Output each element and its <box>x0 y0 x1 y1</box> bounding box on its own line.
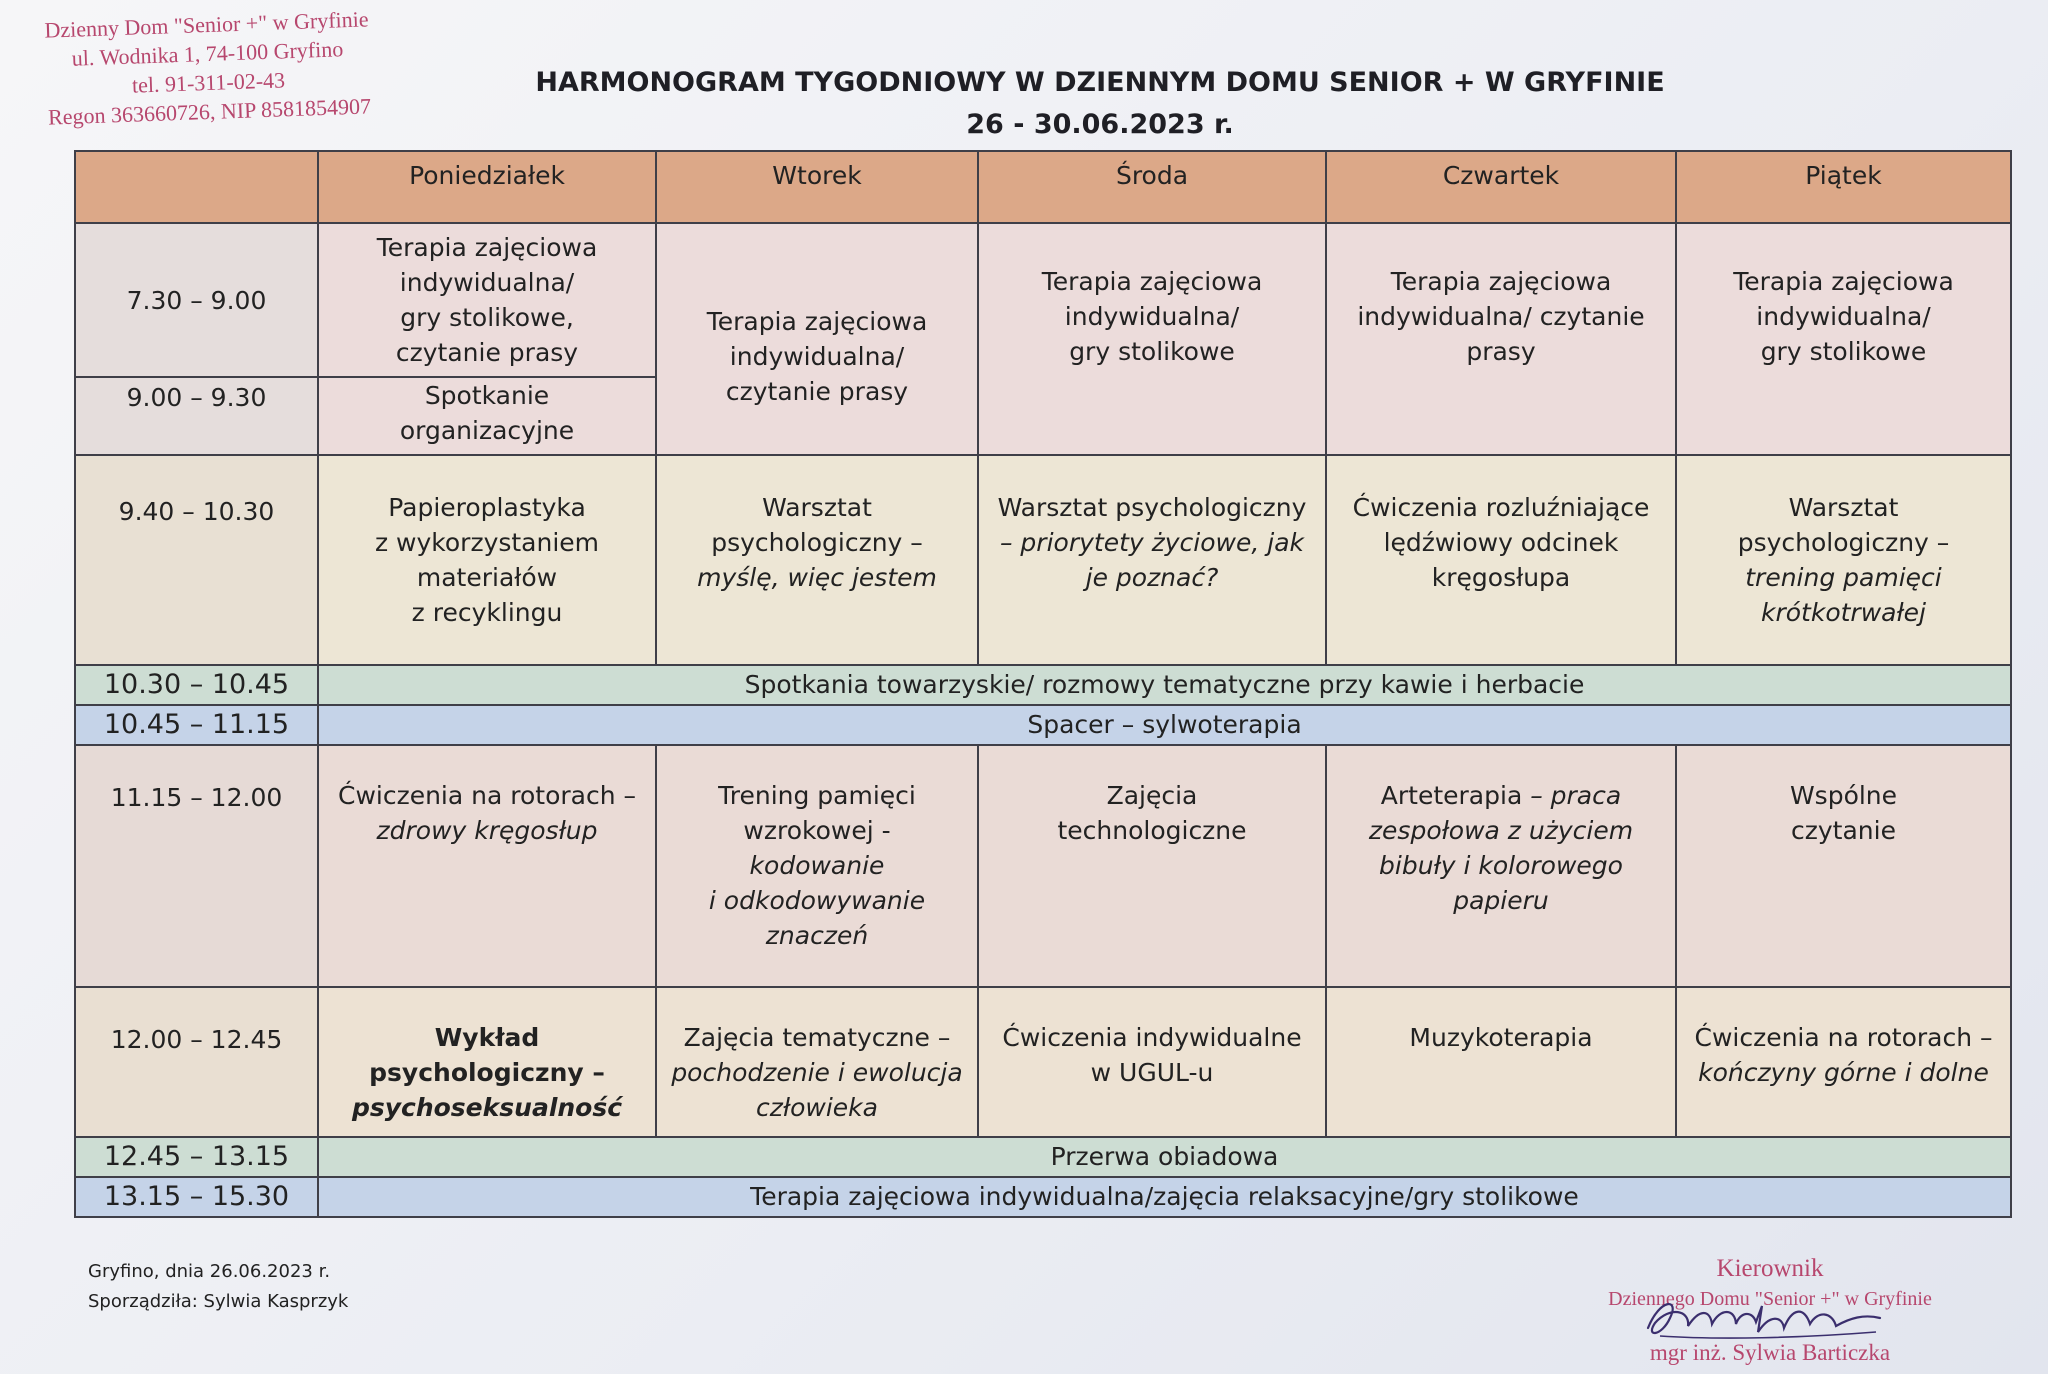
activity-cell <box>318 455 656 665</box>
cell-line: czytanie prasy <box>395 338 579 367</box>
cell-line: myślę, więc jestem <box>697 563 937 592</box>
cell-line: Warsztat <box>1788 493 1899 522</box>
header-day: Wtorek <box>656 151 978 223</box>
signature-name: mgr inż. Sylwia Barticzka <box>1649 1340 1891 1365</box>
activity-cell <box>978 745 1326 987</box>
cell-line: Warsztat psychologiczny <box>997 493 1307 522</box>
cell-line: Zajęcia tematyczne – <box>683 1023 951 1052</box>
header-day: Poniedziałek <box>318 151 656 223</box>
time-cell: 11.15 – 12.00 <box>75 745 318 987</box>
cell-text-regular: Arteterapia <box>1380 781 1523 810</box>
time-cell: 7.30 – 9.00 <box>75 223 318 377</box>
table-row <box>75 223 2011 377</box>
header-day: Środa <box>978 151 1326 223</box>
cell-line: zespołowa z użyciem <box>1368 816 1634 845</box>
activity-cell <box>1676 223 2011 455</box>
header-row <box>75 151 2011 223</box>
cell-line: psychoseksualność <box>351 1093 623 1122</box>
activity-cell <box>656 745 978 987</box>
time-cell: 10.30 – 10.45 <box>75 665 318 705</box>
activity-cell <box>1676 745 2011 987</box>
cell-line: indywidualna/ <box>399 268 575 297</box>
footer-date: Gryfino, dnia 26.06.2023 r. <box>88 1261 331 1282</box>
cell-line: w UGUL-u <box>1090 1058 1214 1087</box>
footer-left <box>88 1257 348 1317</box>
cell-line: pochodzenie i ewolucja <box>671 1058 963 1087</box>
activity-cell <box>318 223 656 377</box>
activity-cell <box>656 987 978 1137</box>
cell-line: Terapia zajęciowa <box>1733 267 1954 296</box>
activity-cell <box>318 745 656 987</box>
cell-line: prasy <box>1466 337 1536 366</box>
shared-activity-cell: Spotkania towarzyskie/ rozmowy tematyczne przy kawie i herbacie <box>318 665 2011 705</box>
header-empty-cell <box>75 151 318 223</box>
activity-cell <box>1326 745 1676 987</box>
activity-cell <box>318 377 656 455</box>
cell-line: czytanie prasy <box>725 376 909 406</box>
cell-line: lędźwiowy odcinek <box>1383 528 1619 557</box>
cell-line: Wykład <box>434 1023 540 1052</box>
time-cell: 13.15 – 15.30 <box>75 1177 318 1217</box>
cell-line: Trening pamięci <box>718 781 916 810</box>
cell-line: technologiczne <box>1057 816 1247 845</box>
cell-line: organizacyjne <box>399 416 575 445</box>
cell-line: Ćwiczenia indywidualne <box>1002 1023 1302 1052</box>
time-cell: 9.00 – 9.30 <box>75 377 318 455</box>
cell-line: kończyny górne i dolne <box>1698 1058 1989 1087</box>
cell-line: trening pamięci <box>1745 563 1942 592</box>
time-cell: 12.00 – 12.45 <box>75 987 318 1137</box>
stamp-line-4: Regon 363660726, NIP 8581854907 <box>47 93 372 130</box>
stamp-line-2: ul. Wodnika 1, 74-100 Gryfino <box>71 36 344 71</box>
cell-text-italic: – praca <box>1522 781 1622 810</box>
table-row <box>75 1137 2011 1177</box>
shared-activity-cell: Terapia zajęciowa indywidualna/zajęcia relaksacyjne/gry stolikowe <box>318 1177 2011 1217</box>
cell-line: Wspólne <box>1789 781 1898 810</box>
activity-cell <box>978 223 1326 455</box>
cell-line: Terapia zajęciowa <box>1390 267 1612 296</box>
cell-line: Warsztat <box>762 493 872 522</box>
schedule-table <box>74 150 2012 1218</box>
cell-line: indywidualna/ <box>729 341 905 371</box>
cell-line: czytanie <box>1791 816 1896 845</box>
cell-line: Muzykoterapia <box>1409 1023 1593 1052</box>
handwritten-signature <box>1640 1288 1900 1348</box>
table-row <box>75 1177 2011 1217</box>
signature-title: Kierownik <box>1716 1255 1824 1282</box>
cell-line: gry stolikowe <box>1760 337 1927 366</box>
cell-line: Terapia zajęciowa <box>1041 267 1263 296</box>
cell-line: zdrowy kręgosłup <box>376 816 598 845</box>
cell-line: Spotkanie <box>424 381 550 410</box>
time-cell: 12.45 – 13.15 <box>75 1137 318 1177</box>
cell-line: kręgosłupa <box>1431 563 1571 592</box>
cell-line: papieru <box>1453 886 1549 915</box>
cell-line: Terapia zajęciowa <box>706 306 928 336</box>
stamp-line-3: tel. 91-311-02-43 <box>131 67 286 98</box>
activity-cell <box>1676 987 2011 1137</box>
cell-line: z wykorzystaniem <box>374 528 600 557</box>
activity-cell <box>656 223 978 455</box>
cell-line: indywidualna/ <box>1064 302 1240 331</box>
cell-line: psychologiczny – <box>1737 528 1950 557</box>
cell-line: indywidualna/ czytanie <box>1357 302 1645 331</box>
cell-line: Zajęcia <box>1106 781 1198 810</box>
cell-line: je poznać? <box>1085 563 1219 592</box>
cell-line: kodowanie <box>749 851 885 880</box>
cell-line: bibuły i kolorowego <box>1379 851 1623 880</box>
shared-activity-cell: Spacer – sylwoterapia <box>318 705 2011 745</box>
activity-cell <box>978 987 1326 1137</box>
cell-line: krótkotrwałej <box>1761 598 1926 627</box>
footer-prepared-by: Sporządziła: Sylwia Kasprzyk <box>88 1291 349 1312</box>
cell-line: z recyklingu <box>411 598 563 627</box>
document-title <box>330 62 1870 146</box>
cell-line: gry stolikowe, <box>400 303 574 332</box>
activity-cell <box>1326 223 1676 455</box>
activity-cell <box>656 455 978 665</box>
cell-line: i odkodowywanie <box>708 886 926 915</box>
table-row <box>75 455 2011 665</box>
header-day: Czwartek <box>1326 151 1676 223</box>
table-row <box>75 745 2011 987</box>
stamp-line-1: Dzienny Dom "Senior +" w Gryfinie <box>44 6 369 43</box>
title-line-1: HARMONOGRAM TYGODNIOWY W DZIENNYM DOMU SENIOR + W GRYFINIE <box>535 67 1665 98</box>
cell-line: człowieka <box>756 1093 878 1122</box>
cell-line: Papieroplastyka <box>388 493 586 522</box>
cell-line: indywidualna/ <box>1756 302 1931 331</box>
activity-cell <box>1326 987 1676 1137</box>
time-cell: 9.40 – 10.30 <box>75 455 318 665</box>
table-row <box>75 705 2011 745</box>
cell-line: Terapia zajęciowa <box>376 233 598 262</box>
signature-organization: Dziennego Domu "Senior +" w Gryfinie <box>1608 1288 1932 1310</box>
cell-line: wzrokowej - <box>743 816 891 845</box>
cell-line: psychologiczny – <box>711 528 923 557</box>
cell-line: znaczeń <box>765 921 869 950</box>
cell-line: gry stolikowe <box>1069 337 1235 366</box>
activity-cell <box>1676 455 2011 665</box>
table-row <box>75 987 2011 1137</box>
title-line-2: 26 - 30.06.2023 r. <box>966 109 1234 140</box>
cell-line: Ćwiczenia na rotorach – <box>1694 1023 1993 1052</box>
activity-cell <box>318 987 656 1137</box>
cell-line: materiałów <box>416 563 558 592</box>
cell-line <box>1333 778 1669 813</box>
activity-cell <box>978 455 1326 665</box>
cell-line: – priorytety życiowe, jak <box>999 528 1304 557</box>
cell-line: Ćwiczenia rozluźniające <box>1352 493 1650 522</box>
shared-activity-cell: Przerwa obiadowa <box>318 1137 2011 1177</box>
cell-line: Ćwiczenia na rotorach – <box>337 781 637 810</box>
header-day: Piątek <box>1676 151 2011 223</box>
table-row <box>75 665 2011 705</box>
cell-line: psychologiczny – <box>369 1058 605 1087</box>
activity-cell <box>1326 455 1676 665</box>
time-cell: 10.45 – 11.15 <box>75 705 318 745</box>
